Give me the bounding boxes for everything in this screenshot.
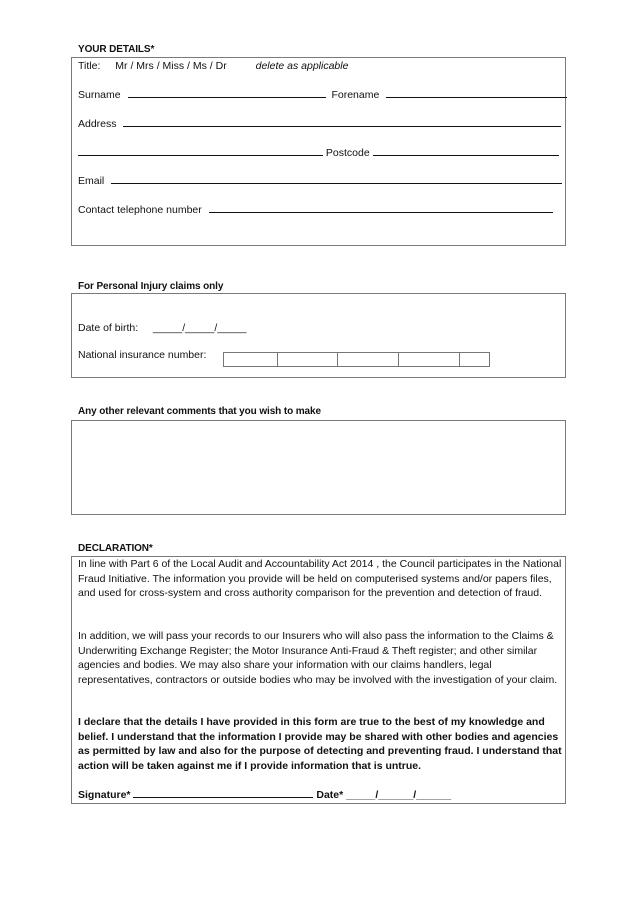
phone-field[interactable] xyxy=(209,203,553,213)
phone-label: Contact telephone number xyxy=(78,204,202,216)
declaration-paragraph-1: In line with Part 6 of the Local Audit and Accountability Act 2014 , the Council participates in the National Fraud Initiative. The information you provide will be held on computerised systems and/or papers files, and used for cross-system and cross authority comparison for the prevention and detection of fraud. xyxy=(78,558,562,600)
your-details-heading: YOUR DETAILS* xyxy=(78,44,155,55)
declaration-statement: I declare that the details I have provided in this form are true to the best of my knowledge and belief. I understand that the information I provide may be shared with other bodies and agencies as permitted by law and also for the purpose of detecting and preventing fraud. I understand that action will be taken against me if I provide information that is untrue. xyxy=(78,716,562,772)
phone-row xyxy=(78,203,553,216)
email-field[interactable] xyxy=(111,174,562,184)
address-label: Address xyxy=(78,118,117,130)
email-label: Email xyxy=(78,175,105,187)
date-label: Date* xyxy=(316,789,344,801)
surname-field[interactable] xyxy=(128,88,326,98)
forename-field[interactable] xyxy=(386,88,567,98)
address-line2-field[interactable] xyxy=(78,146,323,156)
ni-number-grid xyxy=(223,352,490,367)
name-row xyxy=(78,88,567,101)
ni-box-5[interactable] xyxy=(460,353,489,366)
declaration-heading: DECLARATION* xyxy=(78,543,153,554)
ni-box-2[interactable] xyxy=(278,353,338,366)
title-row xyxy=(78,60,348,72)
ni-label: National insurance number: xyxy=(78,349,207,361)
postcode-row xyxy=(78,146,559,159)
title-note: delete as applicable xyxy=(255,60,349,72)
ni-box-4[interactable] xyxy=(399,353,460,366)
comments-heading: Any other relevant comments that you wish to make xyxy=(78,406,321,417)
declaration-paragraph-2: In addition, we will pass your records to our Insurers who will also pass the information to the Claims & Underwriting Exchange Register; the Motor Insurance Anti-Fraud & Theft register; and other similar agencies and bodies. We may also share your information with our claims handlers, legal representatives, contractors or outside bodies who may be involved with the investigation of your claim. xyxy=(78,630,558,686)
dob-field[interactable]: _____/_____/_____ xyxy=(153,322,247,334)
signature-row xyxy=(78,788,451,801)
dob-label: Date of birth: xyxy=(78,322,139,334)
signature-field[interactable] xyxy=(133,788,313,798)
postcode-field[interactable] xyxy=(373,146,559,156)
email-row xyxy=(78,174,562,187)
personal-injury-heading: For Personal Injury claims only xyxy=(78,281,224,292)
address-row xyxy=(78,117,561,130)
surname-label: Surname xyxy=(78,89,121,101)
postcode-label: Postcode xyxy=(325,147,370,159)
forename-label: Forename xyxy=(331,89,380,101)
title-label: Title: xyxy=(78,60,101,72)
address-field[interactable] xyxy=(123,117,561,127)
ni-box-3[interactable] xyxy=(338,353,399,366)
comments-box[interactable] xyxy=(71,420,566,515)
ni-box-1[interactable] xyxy=(224,353,278,366)
title-options[interactable]: Mr / Mrs / Miss / Ms / Dr xyxy=(115,60,227,72)
date-field[interactable]: _____/______/______ xyxy=(346,789,452,801)
dob-row xyxy=(78,322,246,334)
ni-row xyxy=(78,349,206,361)
signature-label: Signature* xyxy=(78,789,131,801)
